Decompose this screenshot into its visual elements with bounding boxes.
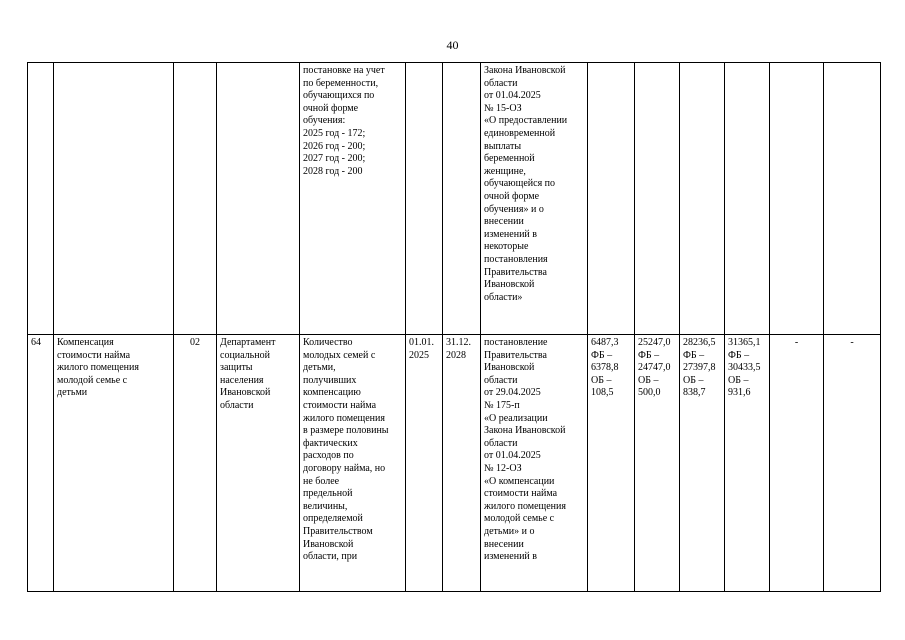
funding-2028: [725, 63, 770, 335]
funding-2027: 28236,5 ФБ – 27397,8 ОБ – 838,7: [680, 335, 725, 592]
page-number: 40: [446, 38, 459, 52]
extra-cell-1: -: [770, 335, 824, 592]
table-row: [28, 335, 881, 592]
extra-cell-1: [770, 63, 824, 335]
legal-basis-cell: Закона Ивановской области от 01.04.2025 № 15-ОЗ «О предоставлении единовременной выплаты беременной женщине, обучающейся по очной форме обучения» и о внесении изменений в некоторые постановления Правительства Ивановской области»: [481, 63, 588, 335]
code-cell: [174, 63, 217, 335]
end-date: [443, 63, 481, 335]
program-table: [27, 62, 881, 592]
funding-2026: 25247,0 ФБ – 24747,0 ОБ – 500,0: [635, 335, 680, 592]
funding-2025: [588, 63, 635, 335]
table-row: [28, 63, 881, 335]
funding-2025: 6487,3 ФБ – 6378,8 ОБ – 108,5: [588, 335, 635, 592]
extra-cell-2: -: [824, 335, 881, 592]
start-date: [406, 63, 443, 335]
executor-cell: Департамент социальной защиты населения Ивановской области: [217, 335, 300, 592]
start-date: 01.01. 2025: [406, 335, 443, 592]
extra-cell-2: [824, 63, 881, 335]
funding-2026: [635, 63, 680, 335]
end-date: 31.12. 2028: [443, 335, 481, 592]
funding-2028: 31365,1 ФБ – 30433,5 ОБ – 931,6: [725, 335, 770, 592]
legal-basis-cell: постановление Правительства Ивановской области от 29.04.2025 № 175-п «О реализации Закона Ивановской области от 01.04.2025 № 12-ОЗ «О компенсации стоимости найма жилого помещения молодой семье с детьми» и о внесении изменений в: [481, 335, 588, 592]
row-number: 64: [28, 335, 54, 592]
row-number: [28, 63, 54, 335]
code-cell: 02: [174, 335, 217, 592]
indicator-cell: постановке на учет по беременности, обучающихся по очной форме обучения: 2025 год - 172; 2026 год - 200; 2027 год - 200; 2028 год - 200: [300, 63, 406, 335]
indicator-cell: Количество молодых семей с детьми, получивших компенсацию стоимости найма жилого помещения в размере половины фактических расходов по договору найма, но не более предельной величины, определяемой Правительством Ивановской области, при: [300, 335, 406, 592]
measure-name: [54, 63, 174, 335]
funding-2027: [680, 63, 725, 335]
executor-cell: [217, 63, 300, 335]
measure-name: Компенсация стоимости найма жилого помещения молодой семье с детьми: [54, 335, 174, 592]
